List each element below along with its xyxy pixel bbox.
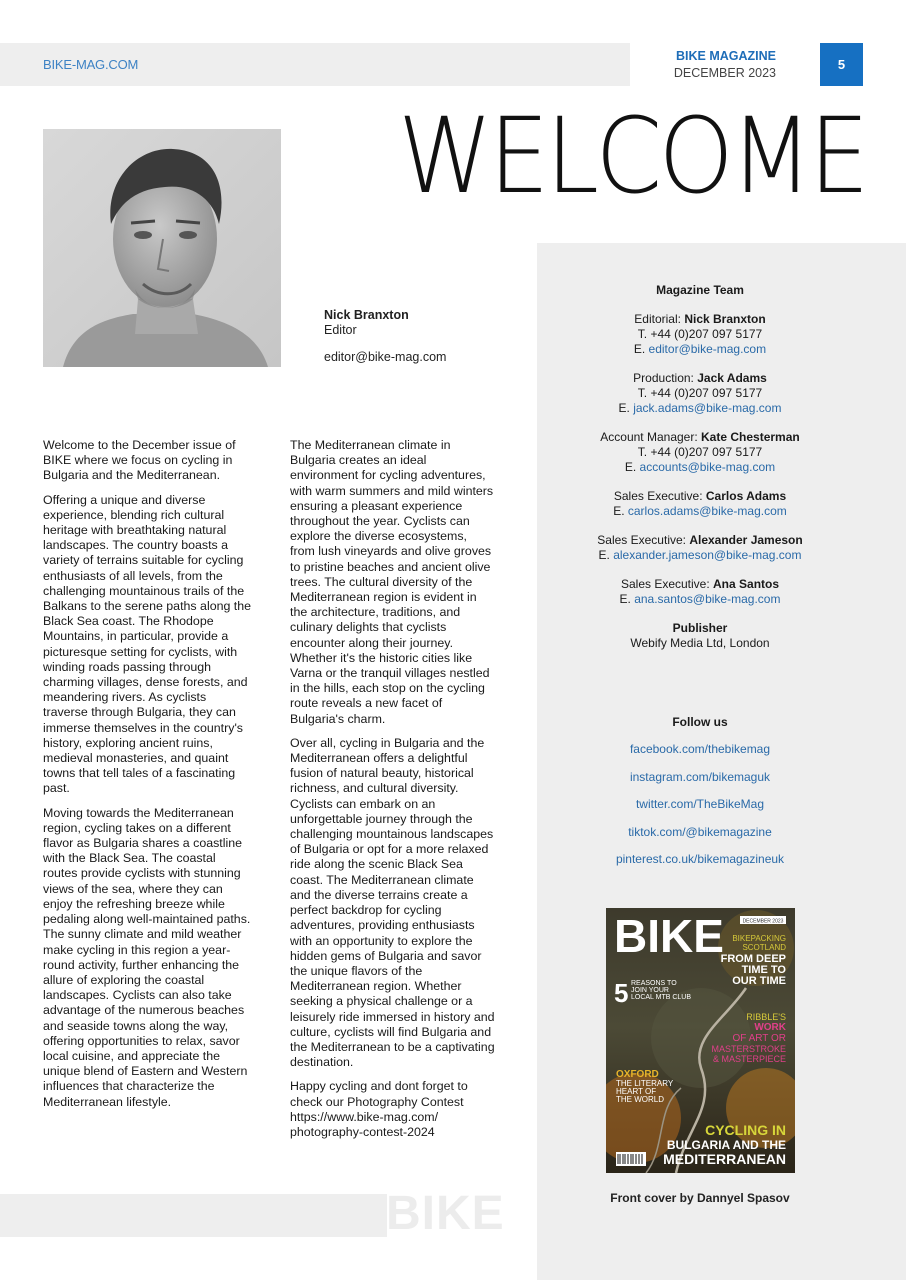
facebook-link[interactable]: facebook.com/thebikemag (629, 742, 771, 756)
cover-line: LOCAL MTB CLUB (631, 994, 692, 1001)
issue-date: DECEMBER 2023 (673, 66, 776, 80)
team-name: Alexander Jameson (689, 533, 803, 547)
email-prefix: E. (624, 460, 640, 474)
site-url[interactable]: BIKE-MAG.COM (43, 57, 139, 72)
team-email[interactable]: alexander.jameson@bike-mag.com (613, 548, 802, 562)
team-email[interactable]: ana.santos@bike-mag.com (634, 592, 781, 606)
editor-info (324, 308, 446, 365)
team-phone: T. +44 (0)207 097 5177 (637, 327, 763, 341)
cover-caption: Front cover by Dannyel Spasov (610, 1191, 790, 1205)
publisher-label: Publisher (672, 621, 728, 635)
team-email[interactable]: carlos.adams@bike-mag.com (627, 504, 787, 518)
pinterest-link[interactable]: pinterest.co.uk/bikemagazineuk (615, 852, 785, 866)
cover-line: FROM DEEP (720, 953, 786, 965)
paragraph: Moving towards the Mediterranean region, cycling takes on a different flavor as Bulgaria shares a coastline with the Black Sea. The coastal routes provide cyclists with stunning views of the sea, where they can enjoy the refreshing breeze while pedaling along well-maintained paths. The sunny climate and mild weather make cycling in this region a year-round activity, further enhancing the allure of exploring the coastal landscapes. Cyclists can also take advantage of the numerous beaches and seaside towns along the way, offering opportunities to relax, savor local cuisine, and appreciate the unique blend of Eastern and Western influences that characterize the Mediterranean lifestyle. (43, 805, 251, 1109)
paragraph: Over all, cycling in Bulgaria and the Mediterranean offers a delightful fusion of natural beauty, historical richness, and cultural diversity. Cyclists can embark on an unforgettable journey through the challenging mountainous landscapes of Bulgaria or opt for a more relaxed ride along the scenic Black Sea coast. The Mediterranean climate and the diverse terrains create a perfect backdrop for cycling adventures, providing enthusiasts with an opportunity to explore the hidden gems of Bulgaria and savor the unique flavors of the Mediterranean region. Whether seeking a physical challenge or a leisurely ride immersed in history and culture, cyclists will find Bulgaria and the Mediterranean to be a captivating destination. (290, 735, 495, 1070)
instagram-link[interactable]: instagram.com/bikemaguk (629, 769, 771, 784)
magazine-cover (606, 908, 795, 1173)
cover-line: JOIN YOUR (631, 987, 669, 994)
email-prefix: E. (633, 342, 649, 356)
page-title: WELCOME (398, 95, 866, 217)
cover-line: OUR TIME (732, 975, 786, 987)
footer-bar (0, 1194, 387, 1237)
cover-headline: CYCLING IN (705, 1122, 786, 1138)
team-name: Ana Santos (713, 577, 780, 591)
cover-date: DECEMBER 2023 (742, 918, 784, 925)
team-role: Account Manager: (600, 430, 702, 444)
team-entry (537, 577, 863, 607)
cover-line: RIBBLE'S (746, 1012, 786, 1022)
magazine-name: BIKE MAGAZINE (676, 49, 776, 63)
team-entry (537, 489, 863, 519)
cover-line: MASTERSTROKE (711, 1044, 786, 1054)
team-name: Jack Adams (697, 371, 767, 385)
paragraph: Welcome to the December issue of BIKE where we focus on cycling in Bulgaria and the Mediterranean. (43, 438, 236, 483)
cover-line: HEART OF (616, 1087, 657, 1096)
team-role: Sales Executive: (597, 533, 690, 547)
cover-masthead: BIKE (614, 910, 724, 962)
publisher-name: Webify Media Ltd, London (630, 636, 770, 650)
email-prefix: E. (618, 401, 634, 415)
cover-artwork (606, 908, 795, 1173)
team-phone: T. +44 (0)207 097 5177 (637, 386, 763, 400)
cover-line: & MASTERPIECE (712, 1054, 786, 1064)
team-email[interactable]: accounts@bike-mag.com (639, 460, 776, 474)
article-column-2 (290, 438, 495, 1149)
team-role: Sales Executive: (613, 489, 706, 503)
follow-title: Follow us (672, 715, 728, 729)
email-prefix: E. (613, 504, 628, 518)
footer-logo: BIKE (386, 1187, 505, 1240)
cover-line: OF ART OR (732, 1033, 786, 1044)
cover-headline: BULGARIA AND THE (666, 1138, 786, 1152)
team-entry (537, 533, 863, 563)
team-role: Editorial: (634, 312, 685, 326)
team-name: Kate Chesterman (701, 430, 800, 444)
cover-headline: MEDITERRANEAN (663, 1151, 786, 1167)
team-email[interactable]: jack.adams@bike-mag.com (633, 401, 782, 415)
editor-portrait (43, 129, 281, 367)
follow-us (537, 715, 863, 880)
article-column-1 (43, 438, 253, 1119)
editor-role: Editor (324, 323, 357, 337)
twitter-link[interactable]: twitter.com/TheBikeMag (635, 797, 765, 811)
team-role: Sales Executive: (620, 577, 714, 591)
team-role: Production: (633, 371, 698, 385)
email-prefix: E. (619, 592, 635, 606)
cover-line: WORK (754, 1022, 786, 1033)
paragraph: Happy cycling and dont forget to check our Photography Contest https://www.bike-mag.com/ photography-contest-2024 (290, 1079, 468, 1139)
magazine-team (537, 283, 863, 665)
paragraph: The Mediterranean climate in Bulgaria creates an ideal environment for cycling adventures, with warm summers and mild winters ensuring a pleasant experience throughout the year. Cyclists can explore the diverse ecosystems, from lush vineyards and olive groves to pristine beaches and ancient olive trees. The cultural diversity of the Mediterranean region is evident in the architecture, traditions, and culinary delights that cyclists encounter along their journey. Whether it's the historic cities like Varna or the tranquil villages nestled in the hills, each stop on the cycling route reveals a new facet of Bulgaria's charm. (290, 438, 494, 726)
team-entry (537, 312, 863, 357)
cover-line: TIME TO (741, 964, 786, 976)
tiktok-link[interactable]: tiktok.com/@bikemagazine (628, 824, 772, 839)
cover-number: 5 (614, 978, 629, 1008)
cover-line: THE LITERARY (616, 1079, 674, 1088)
cover-line: REASONS TO (631, 980, 677, 987)
publisher (537, 621, 863, 651)
team-title: Magazine Team (656, 283, 744, 297)
team-entry (537, 430, 863, 475)
editor-email[interactable]: editor@bike-mag.com (324, 350, 447, 364)
team-phone: T. +44 (0)207 097 5177 (637, 445, 763, 459)
editor-name: Nick Branxton (324, 308, 409, 322)
team-name: Nick Branxton (684, 312, 766, 326)
page-number: 5 (820, 43, 863, 86)
team-email[interactable]: editor@bike-mag.com (648, 342, 767, 356)
cover-line: SCOTLAND (742, 943, 786, 952)
paragraph: Offering a unique and diverse experience, blending rich cultural heritage with breathtaking natural landscapes. The country boasts a variety of terrains suitable for cycling enthusiasts of all levels, from the challenging mountainous trails of the Balkans to the serene paths along the Black Sea coast. The Rhodope Mountains, in particular, provide a picturesque setting for cyclists, with winding roads passing through charming villages, dense forests, and meandering rivers. As cyclists traverse through Bulgaria, they can immerse themselves in the country's history, exploring ancient ruins, medieval monasteries, and quaint towns that tell tales of a fascinating past. (43, 492, 252, 796)
cover-line: OXFORD (616, 1069, 659, 1080)
team-entry (537, 371, 863, 416)
cover-line: THE WORLD (616, 1095, 664, 1104)
team-name: Carlos Adams (705, 489, 787, 503)
email-prefix: E. (598, 548, 614, 562)
cover-line: BIKEPACKING (732, 934, 786, 943)
